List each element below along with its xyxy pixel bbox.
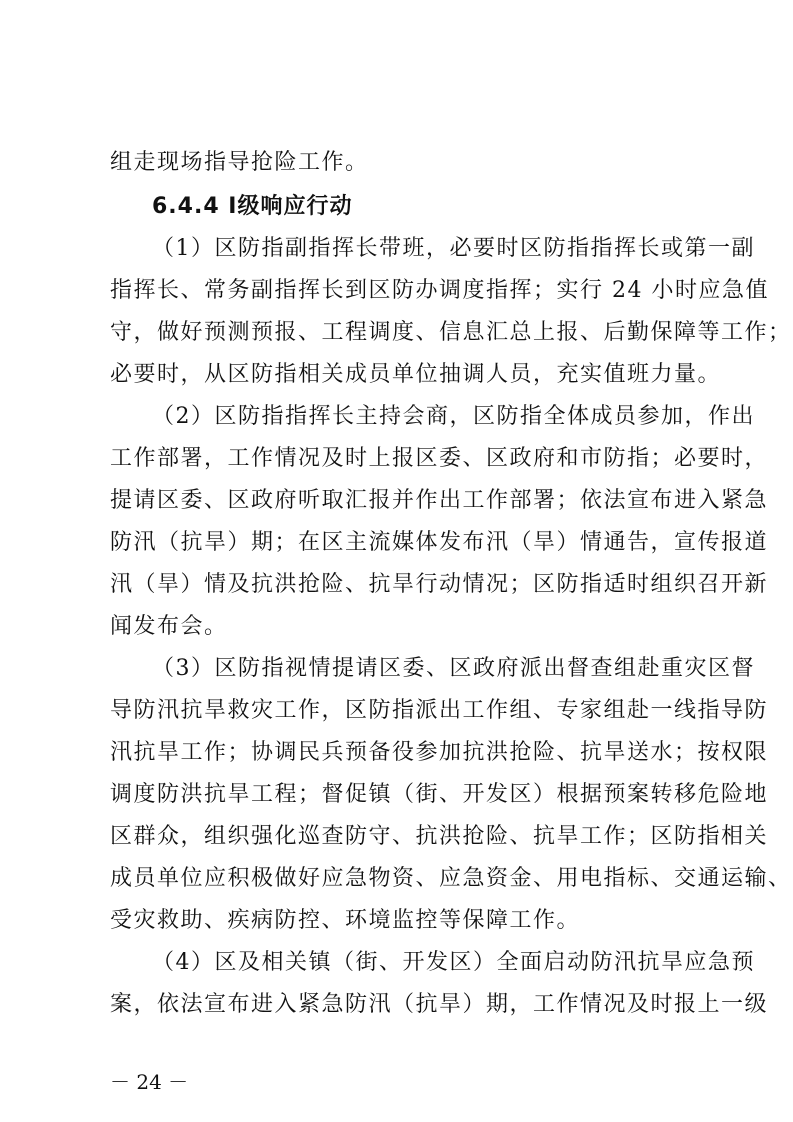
text-line: 汛抗旱工作；协调民兵预备役参加抗洪抢险、抗旱送水；按权限	[110, 740, 769, 765]
text-line: 成员单位应积极做好应急物资、应急资金、用电指标、交通运输、	[110, 866, 792, 891]
text-line: （4）区及相关镇（街、开发区）全面启动防汛抗旱应急预	[152, 950, 755, 975]
text-line: （3）区防指视情提请区委、区政府派出督查组赴重灾区督	[152, 656, 755, 681]
page-number: － 24 －	[110, 1070, 189, 1094]
text-line: 必要时，从区防指相关成员单位抽调人员，充实值班力量。	[110, 362, 722, 387]
text-line: 防汛（抗旱）期；在区主流媒体发布汛（旱）情通告，宣传报道	[110, 530, 769, 555]
text-line: 导防汛抗旱救灾工作，区防指派出工作组、专家组赴一线指导防	[110, 698, 769, 723]
text-line: 受灾救助、疾病防控、环境监控等保障工作。	[110, 908, 581, 933]
text-line: 调度防洪抗旱工程；督促镇（街、开发区）根据预案转移危险地	[110, 782, 769, 807]
text-line: 闻发布会。	[110, 614, 228, 639]
text-line: 组走现场指导抢险工作。	[110, 150, 369, 175]
text-line: 案，依法宣布进入紧急防汛（抗旱）期，工作情况及时报上一级	[110, 992, 769, 1017]
text-line: 汛（旱）情及抗洪抢险、抗旱行动情况；区防指适时组织召开新	[110, 572, 769, 597]
text-line: 提请区委、区政府听取汇报并作出工作部署；依法宣布进入紧急	[110, 488, 769, 513]
text-line: 守，做好预测预报、工程调度、信息汇总上报、后勤保障等工作；	[110, 320, 792, 345]
text-line: 指挥长、常务副指挥长到区防办调度指挥；实行 24 小时应急值	[110, 278, 769, 303]
text-line: 区群众，组织强化巡查防守、抗洪抢险、抗旱工作；区防指相关	[110, 824, 769, 849]
section-heading: 6.4.4 Ⅰ级响应行动	[152, 194, 353, 219]
text-line: 工作部署，工作情况及时上报区委、区政府和市防指；必要时，	[110, 446, 769, 471]
text-line: （1）区防指副指挥长带班，必要时区防指指挥长或第一副	[152, 236, 755, 261]
text-line: （2）区防指指挥长主持会商，区防指全体成员参加，作出	[152, 404, 755, 429]
